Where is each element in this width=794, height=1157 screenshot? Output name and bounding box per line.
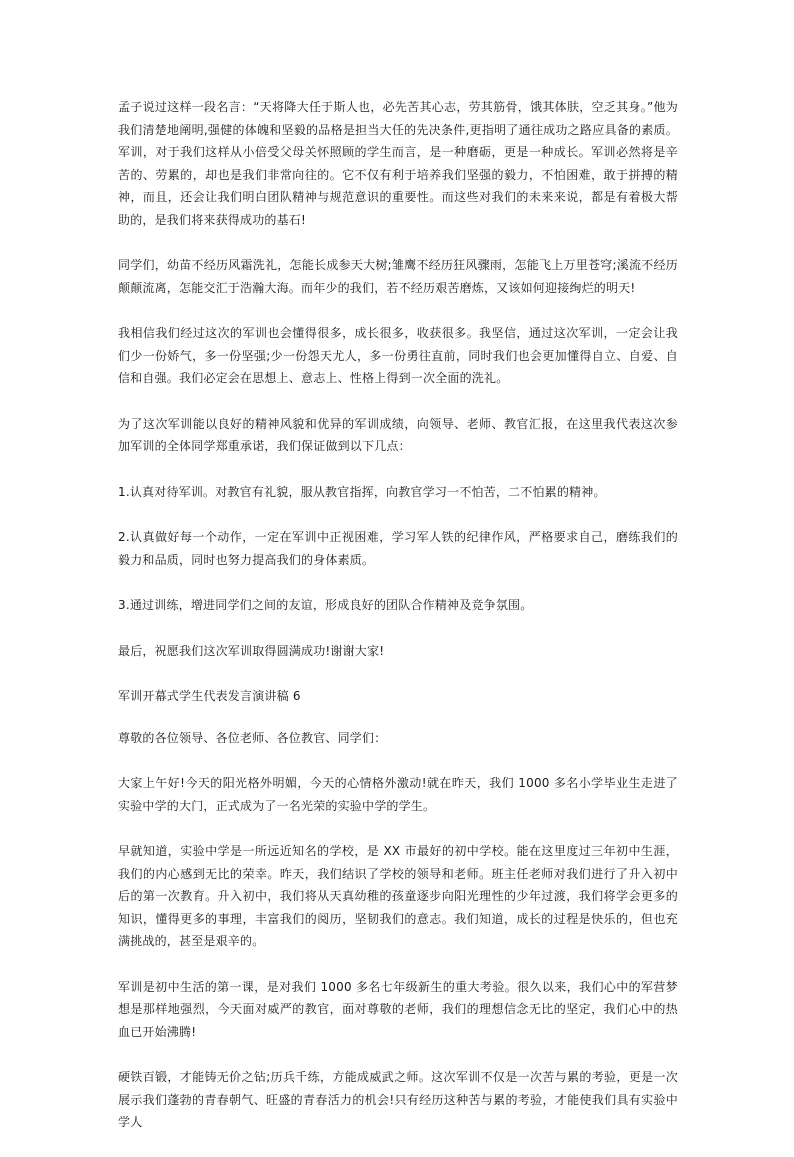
paragraph-closing: 最后，祝愿我们这次军训取得圆满成功!谢谢大家! (118, 643, 385, 658)
paragraph-school-intro: 早就知道，实验中学是一所远近知名的学校，是 XX 市最好的初中学校。能在这里度过三年初中生涯，我们的内心感到无比的荣幸。昨天，我们结识了学校的领导和老师。班主任老师对我们进行了升入初中后的第一次教育。升入初中，我们将从天真幼稚的孩童逐步向阳光理性的少年过渡，我们将学会更多的知识，懂得更多的事理，丰富我们的阅历，坚韧我们的意志。我们知道，成长的过程是快乐的，但也充满挑战的，甚至是艰辛的。 (118, 844, 678, 948)
paragraph-pledge-intro: 为了这次军训能以良好的精神风貌和优异的军训成绩，向领导、老师、教官汇报，在这里我代表这次参加军训的全体同学郑重承诺，我们保证做到以下几点： (118, 416, 678, 453)
paragraph-mencius-quote: 孟子说过这样一段名言：“天将降大任于斯人也，必先苦其心志，劳其筋骨，饿其体肤，空乏其身。”他为我们清楚地阐明,强健的体魄和坚毅的品格是担当大任的先决条件,更指明了通往成功之路应具备的素质。军训，对于我们这样从小倍受父母关怀照顾的学生而言，是一种磨砺，更是一种成长。军训必然将是辛苦的、劳累的，却也是我们非常向往的。它不仅有利于培养我们坚强的毅力，不怕困难，敢于拼搏的精神，而且，还会让我们明白团队精神与规范意识的重要性。而这些对我们的未来来说，都是有着极大帮助的，是我们将来获得成功的基石! (118, 100, 678, 227)
pledge-item-2: 2.认真做好每一个动作，一定在军训中正视困难，学习军人铁的纪律作风，严格要求自己，磨练我们的毅力和品质，同时也努力提高我们的身体素质。 (118, 530, 678, 567)
section-heading: 军训开幕式学生代表发言演讲稿 6 (118, 689, 301, 703)
salutation: 尊敬的各位领导、各位老师、各位教官、同学们： (118, 730, 387, 745)
pledge-item-3: 3.通过训练，增进同学们之间的友谊，形成良好的团队合作精神及竞争氛围。 (118, 598, 533, 612)
paragraph-belief: 我相信我们经过这次的军训也会懂得很多，成长很多，收获很多。我坚信，通过这次军训，一定会让我们少一份娇气，多一份坚强;少一份怨天尤人，多一份勇往直前，同时我们也会更加懂得自立、自爱、自信和自强。我们必定会在思想上、意志上、性格上得到一次全面的洗礼。 (118, 326, 678, 385)
paragraph-forging: 硬铁百锻，才能铸无价之钻;历兵千练，方能成威武之师。这次军训不仅是一次苦与累的考验，更是一次展示我们蓬勃的青春朝气、旺盛的青春活力的机会!只有经历这种苦与累的考验，才能使我们具有实验中学人 (118, 1070, 678, 1129)
paragraph-greeting: 大家上午好!今天的阳光格外明媚，今天的心情格外激动!就在昨天，我们 1000 多名小学毕业生走进了实验中学的大门，正式成为了一名光荣的实验中学的学生。 (118, 776, 678, 813)
paragraph-seedling-metaphor: 同学们，幼苗不经历风霜洗礼，怎能长成参天大树;雏鹰不经历狂风骤雨，怎能飞上万里苍穹;溪流不经历颠颠流离，怎能交汇于浩瀚大海。而年少的我们，若不经历艰苦磨炼，又该如何迎接绚烂的明天! (118, 258, 678, 295)
document-body (118, 96, 678, 1157)
pledge-item-1: 1.认真对待军训。对教官有礼貌，服从教官指挥，向教官学习一不怕苦，二不怕累的精神。 (118, 484, 606, 499)
paragraph-first-lesson: 军训是初中生活的第一课，是对我们 1000 多名七年级新生的重大考验。很久以来，我们心中的军营梦想是那样地强烈，今天面对威严的教官，面对尊敬的老师，我们的理想信念无比的坚定，我们心中的热血已开始沸腾! (118, 979, 678, 1039)
